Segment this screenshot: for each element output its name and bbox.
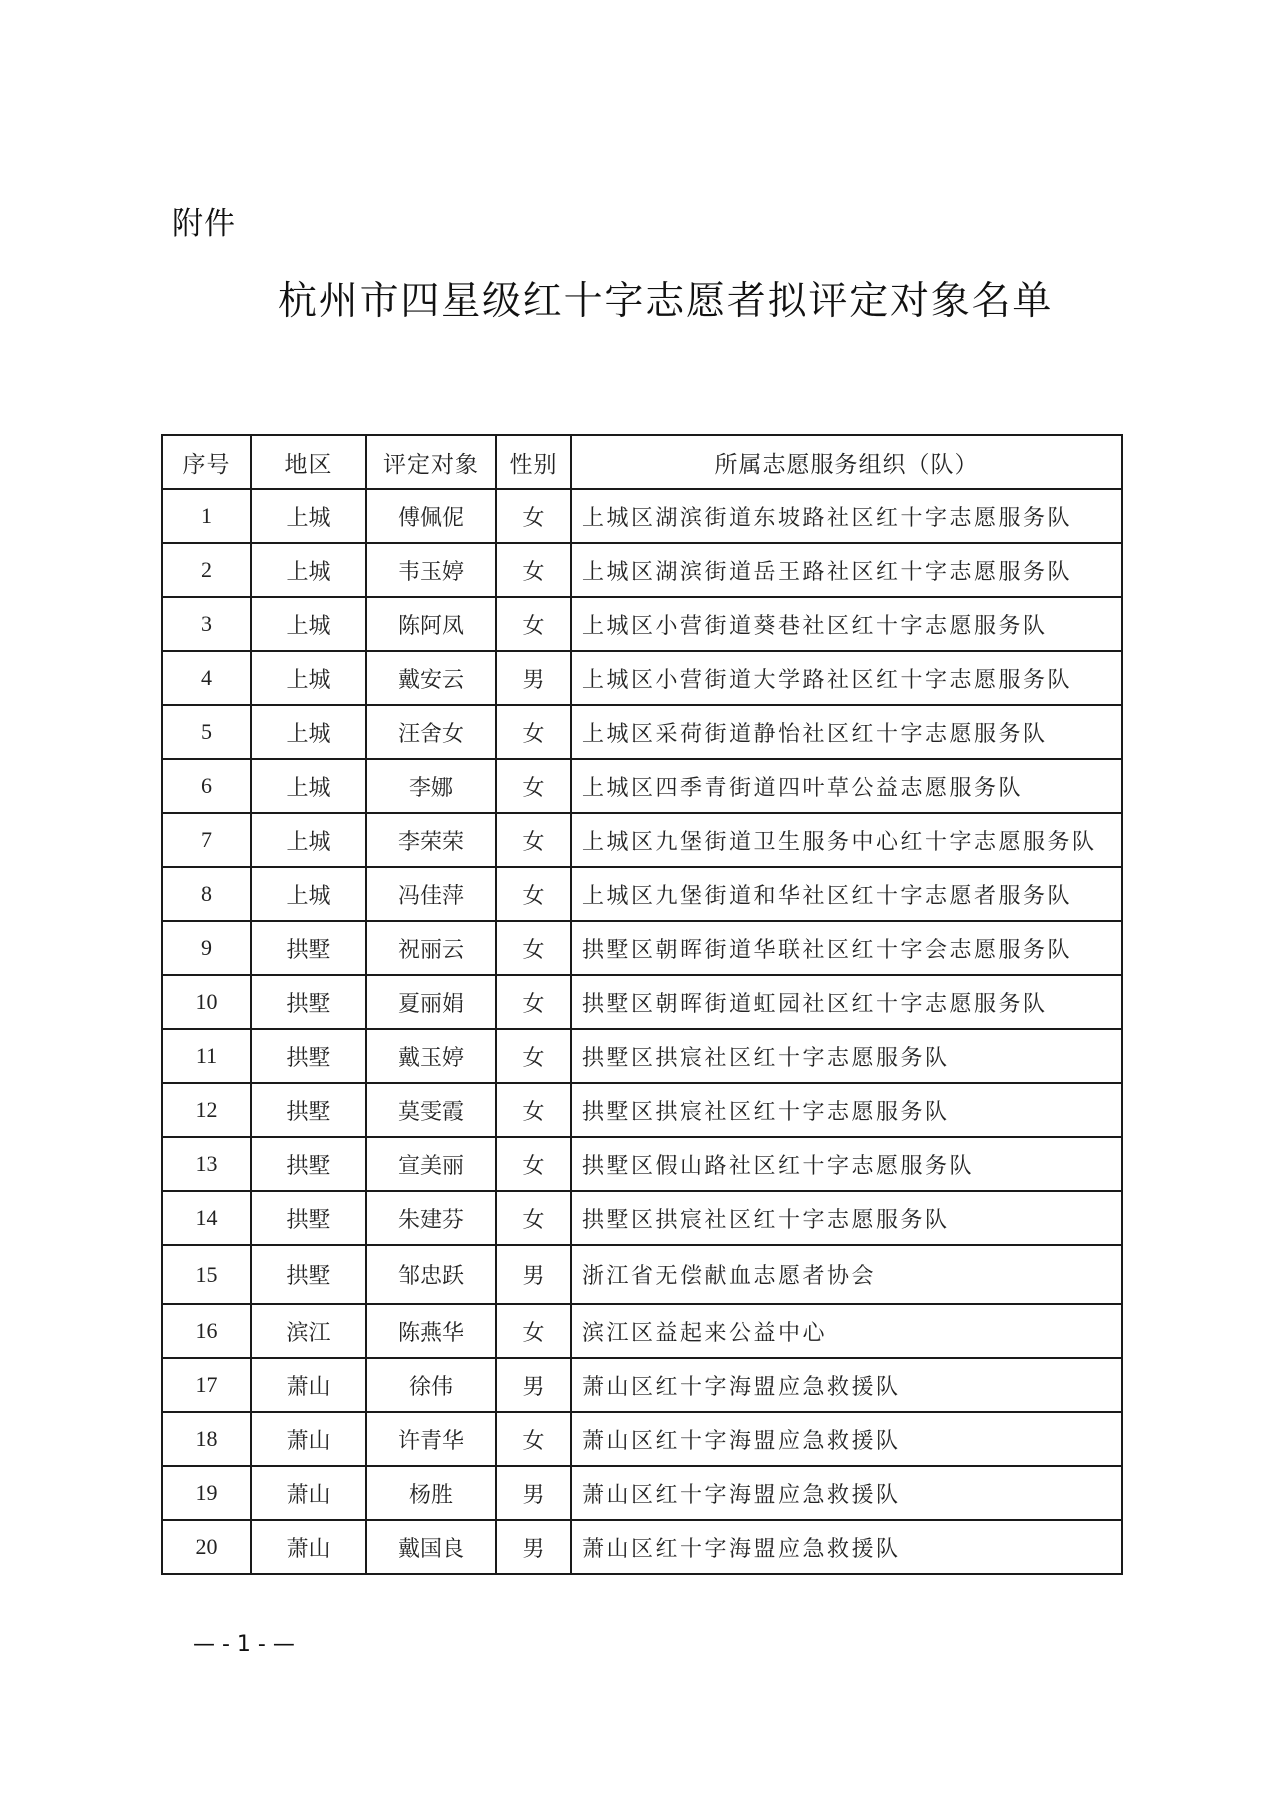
cell-gender: 女 bbox=[496, 1191, 571, 1245]
cell-no: 4 bbox=[162, 651, 251, 705]
cell-region: 萧山 bbox=[251, 1466, 366, 1520]
cell-region: 拱墅 bbox=[251, 921, 366, 975]
table-row bbox=[162, 489, 1122, 543]
cell-org: 萧山区红十字海盟应急救援队 bbox=[571, 1466, 1122, 1520]
cell-name: 戴安云 bbox=[366, 651, 496, 705]
cell-name: 韦玉婷 bbox=[366, 543, 496, 597]
header-gender: 性别 bbox=[496, 435, 571, 489]
table-row bbox=[162, 975, 1122, 1029]
cell-region: 拱墅 bbox=[251, 1191, 366, 1245]
cell-org: 上城区小营街道大学路社区红十字志愿服务队 bbox=[571, 651, 1122, 705]
cell-gender: 女 bbox=[496, 597, 571, 651]
table-body bbox=[162, 489, 1122, 1574]
cell-name: 宣美丽 bbox=[366, 1137, 496, 1191]
cell-org: 拱墅区拱宸社区红十字志愿服务队 bbox=[571, 1029, 1122, 1083]
cell-gender: 女 bbox=[496, 975, 571, 1029]
cell-name: 李荣荣 bbox=[366, 813, 496, 867]
cell-no: 7 bbox=[162, 813, 251, 867]
cell-no: 13 bbox=[162, 1137, 251, 1191]
table-row bbox=[162, 651, 1122, 705]
cell-region: 萧山 bbox=[251, 1358, 366, 1412]
table-row bbox=[162, 1191, 1122, 1245]
cell-region: 拱墅 bbox=[251, 1029, 366, 1083]
cell-region: 拱墅 bbox=[251, 975, 366, 1029]
cell-region: 上城 bbox=[251, 543, 366, 597]
header-name: 评定对象 bbox=[366, 435, 496, 489]
cell-region: 萧山 bbox=[251, 1520, 366, 1574]
cell-no: 19 bbox=[162, 1466, 251, 1520]
cell-no: 6 bbox=[162, 759, 251, 813]
cell-no: 2 bbox=[162, 543, 251, 597]
cell-no: 3 bbox=[162, 597, 251, 651]
cell-no: 11 bbox=[162, 1029, 251, 1083]
cell-name: 汪舍女 bbox=[366, 705, 496, 759]
cell-no: 12 bbox=[162, 1083, 251, 1137]
cell-gender: 女 bbox=[496, 705, 571, 759]
cell-name: 戴国良 bbox=[366, 1520, 496, 1574]
volunteer-roster-table bbox=[161, 434, 1123, 1575]
cell-name: 许青华 bbox=[366, 1412, 496, 1466]
cell-org: 拱墅区朝晖街道华联社区红十字会志愿服务队 bbox=[571, 921, 1122, 975]
cell-gender: 男 bbox=[496, 1245, 571, 1304]
cell-no: 10 bbox=[162, 975, 251, 1029]
cell-gender: 女 bbox=[496, 921, 571, 975]
page-number: — - 1 - — bbox=[193, 1632, 295, 1657]
cell-no: 15 bbox=[162, 1245, 251, 1304]
table-row bbox=[162, 1245, 1122, 1304]
cell-name: 陈燕华 bbox=[366, 1304, 496, 1358]
header-region: 地区 bbox=[251, 435, 366, 489]
table-row bbox=[162, 1083, 1122, 1137]
cell-gender: 女 bbox=[496, 867, 571, 921]
cell-region: 上城 bbox=[251, 597, 366, 651]
table-row bbox=[162, 867, 1122, 921]
cell-name: 祝丽云 bbox=[366, 921, 496, 975]
cell-gender: 男 bbox=[496, 1466, 571, 1520]
table-row bbox=[162, 813, 1122, 867]
table-row bbox=[162, 1304, 1122, 1358]
cell-name: 冯佳萍 bbox=[366, 867, 496, 921]
header-no: 序号 bbox=[162, 435, 251, 489]
cell-region: 拱墅 bbox=[251, 1137, 366, 1191]
table-row bbox=[162, 1466, 1122, 1520]
cell-name: 夏丽娟 bbox=[366, 975, 496, 1029]
cell-region: 拱墅 bbox=[251, 1083, 366, 1137]
cell-no: 1 bbox=[162, 489, 251, 543]
cell-gender: 女 bbox=[496, 1412, 571, 1466]
cell-name: 徐伟 bbox=[366, 1358, 496, 1412]
table-row bbox=[162, 1520, 1122, 1574]
cell-gender: 女 bbox=[496, 1083, 571, 1137]
cell-region: 拱墅 bbox=[251, 1245, 366, 1304]
cell-region: 滨江 bbox=[251, 1304, 366, 1358]
table-row bbox=[162, 597, 1122, 651]
cell-gender: 女 bbox=[496, 1029, 571, 1083]
cell-name: 戴玉婷 bbox=[366, 1029, 496, 1083]
cell-no: 17 bbox=[162, 1358, 251, 1412]
cell-org: 上城区九堡街道卫生服务中心红十字志愿服务队 bbox=[571, 813, 1122, 867]
cell-no: 16 bbox=[162, 1304, 251, 1358]
cell-no: 9 bbox=[162, 921, 251, 975]
table-row bbox=[162, 1029, 1122, 1083]
cell-region: 上城 bbox=[251, 867, 366, 921]
cell-org: 拱墅区拱宸社区红十字志愿服务队 bbox=[571, 1191, 1122, 1245]
cell-org: 萧山区红十字海盟应急救援队 bbox=[571, 1520, 1122, 1574]
cell-gender: 男 bbox=[496, 1358, 571, 1412]
table-row bbox=[162, 1137, 1122, 1191]
cell-org: 上城区湖滨街道东坡路社区红十字志愿服务队 bbox=[571, 489, 1122, 543]
cell-org: 上城区采荷街道静怡社区红十字志愿服务队 bbox=[571, 705, 1122, 759]
cell-no: 20 bbox=[162, 1520, 251, 1574]
cell-org: 上城区小营街道葵巷社区红十字志愿服务队 bbox=[571, 597, 1122, 651]
cell-gender: 女 bbox=[496, 759, 571, 813]
cell-gender: 女 bbox=[496, 489, 571, 543]
header-org: 所属志愿服务组织（队） bbox=[571, 435, 1122, 489]
cell-region: 上城 bbox=[251, 759, 366, 813]
cell-region: 上城 bbox=[251, 651, 366, 705]
cell-org: 拱墅区假山路社区红十字志愿服务队 bbox=[571, 1137, 1122, 1191]
table-row bbox=[162, 759, 1122, 813]
cell-region: 上城 bbox=[251, 489, 366, 543]
cell-org: 滨江区益起来公益中心 bbox=[571, 1304, 1122, 1358]
cell-name: 李娜 bbox=[366, 759, 496, 813]
table-row bbox=[162, 921, 1122, 975]
cell-org: 萧山区红十字海盟应急救援队 bbox=[571, 1412, 1122, 1466]
cell-org: 上城区四季青街道四叶草公益志愿服务队 bbox=[571, 759, 1122, 813]
table-header-row bbox=[162, 435, 1122, 489]
cell-name: 朱建芬 bbox=[366, 1191, 496, 1245]
cell-gender: 男 bbox=[496, 651, 571, 705]
table-row bbox=[162, 1412, 1122, 1466]
cell-gender: 女 bbox=[496, 813, 571, 867]
cell-no: 8 bbox=[162, 867, 251, 921]
cell-no: 5 bbox=[162, 705, 251, 759]
cell-org: 拱墅区拱宸社区红十字志愿服务队 bbox=[571, 1083, 1122, 1137]
cell-region: 上城 bbox=[251, 705, 366, 759]
cell-org: 浙江省无偿献血志愿者协会 bbox=[571, 1245, 1122, 1304]
cell-name: 杨胜 bbox=[366, 1466, 496, 1520]
table-row bbox=[162, 543, 1122, 597]
cell-name: 陈阿凤 bbox=[366, 597, 496, 651]
table-row bbox=[162, 1358, 1122, 1412]
cell-name: 傅佩伲 bbox=[366, 489, 496, 543]
cell-region: 上城 bbox=[251, 813, 366, 867]
table-row bbox=[162, 705, 1122, 759]
attachment-label: 附件 bbox=[172, 206, 236, 242]
cell-no: 18 bbox=[162, 1412, 251, 1466]
cell-gender: 女 bbox=[496, 1137, 571, 1191]
cell-org: 萧山区红十字海盟应急救援队 bbox=[571, 1358, 1122, 1412]
cell-region: 萧山 bbox=[251, 1412, 366, 1466]
cell-org: 上城区九堡街道和华社区红十字志愿者服务队 bbox=[571, 867, 1122, 921]
cell-no: 14 bbox=[162, 1191, 251, 1245]
cell-gender: 男 bbox=[496, 1520, 571, 1574]
cell-name: 邹忠跃 bbox=[366, 1245, 496, 1304]
cell-name: 莫雯霞 bbox=[366, 1083, 496, 1137]
cell-org: 上城区湖滨街道岳王路社区红十字志愿服务队 bbox=[571, 543, 1122, 597]
cell-org: 拱墅区朝晖街道虹园社区红十字志愿服务队 bbox=[571, 975, 1122, 1029]
cell-gender: 女 bbox=[496, 1304, 571, 1358]
cell-gender: 女 bbox=[496, 543, 571, 597]
document-title: 杭州市四星级红十字志愿者拟评定对象名单 bbox=[278, 279, 1054, 324]
